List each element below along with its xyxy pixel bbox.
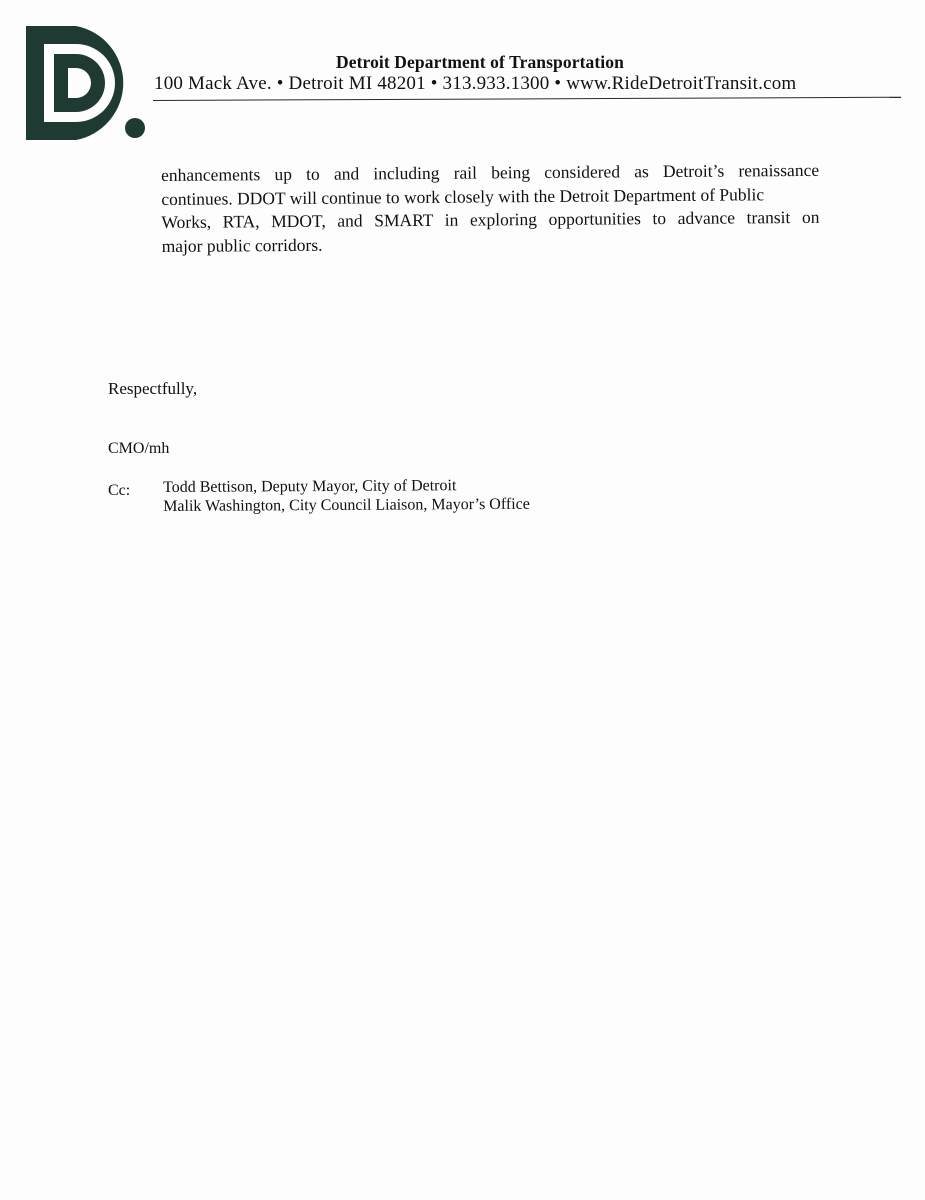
cc-label: Cc: [108,482,131,499]
organization-address: 100 Mack Ave. • Detroit MI 48201 • 313.933.1300 • www.RideDetroitTransit.com [154,73,797,94]
ddot-d-logo-icon [24,24,148,140]
body-line: continues. DDOT will continue to work closely with the Detroit Department of Public [161,183,765,209]
cc-recipient: Todd Bettison, Deputy Mayor, City of Detroit [163,477,457,496]
body-line: major public corridors. [161,234,323,256]
closing-salutation: Respectfully, [108,379,198,398]
body-paragraph [161,159,820,258]
cc-recipient: Malik Washington, City Council Liaison, Mayor’s Office [163,495,530,515]
body-line: Works, RTA, MDOT, and SMART in exploring opportunities to advance transit on [161,206,820,232]
cc-recipient-list [163,476,530,516]
body-line: enhancements up to and including rail being considered as Detroit’s renaissance [161,159,820,185]
typist-initials: CMO/mh [108,440,170,457]
letterhead-divider [153,97,901,101]
organization-name: Detroit Department of Transportation [336,52,624,72]
